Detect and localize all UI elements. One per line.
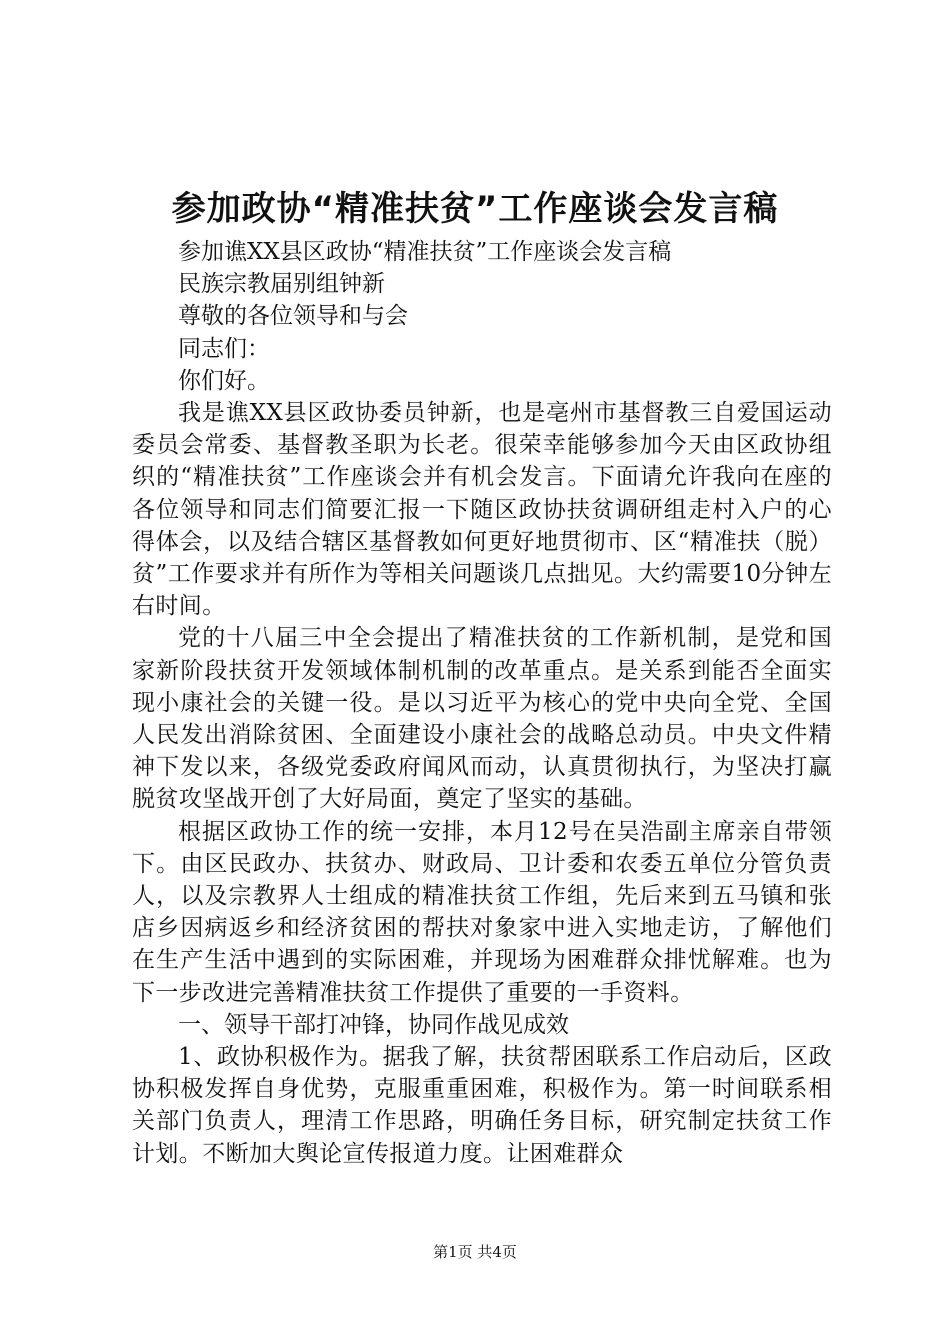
paragraph-intro: 我是谯XX县区政协委员钟新，也是亳州市基督教三自爱国运动委员会常委、基督教圣职为长老。很荣幸能够参加今天由区政协组织的“精准扶贫”工作座谈会并有机会发言。下面请允许我向在座的各位领导和同志们简要汇报一下随区政协扶贫调研组走村入户的心得体会，以及结合辖区基督教如何更好地贯彻市、区“精准扶（脱）贫”工作要求并有所作为等相关问题谈几点拙见。大约需要10分钟左右时间。 [132, 399, 832, 620]
greeting-line: 你们好。 [178, 367, 270, 394]
subtitle-line: 参加谯XX县区政协“精准扶贫”工作座谈会发言稿 [178, 239, 672, 265]
author-line: 民族宗教届别组钟新 [178, 271, 385, 298]
paragraph-background: 党的十八届三中全会提出了精准扶贫的工作新机制，是党和国家新阶段扶贫开发领域体制机制的改革重点。是关系到能否全面实现小康社会的关键一役。是以习近平为核心的党中央向全党、全国人民发出消除贫困、全面建设小康社会的战略总动员。中央文件精神下发以来，各级党委政府闻风而动，认真贯彻执行，为坚决打赢脱贫攻坚战开创了大好局面，奠定了坚实的基础。 [132, 625, 832, 813]
section-heading: 一、领导干部打冲锋，协同作战见成效 [178, 1011, 569, 1038]
paragraph-section-1: 1、政协积极作为。据我了解，扶贫帮困联系工作启动后，区政协积极发挥自身优势，克服重重困难，积极作为。第一时间联系相关部门负责人，理清工作思路，明确任务目标，研究制定扶贫工作计划。不断加大舆论宣传报道力度。让困难群众 [132, 1043, 832, 1167]
document-title: 参加政协“精准扶贫”工作座谈会发言稿 [171, 189, 779, 229]
paragraph-visit: 根据区政协工作的统一安排，本月12号在吴浩副主席亲自带领下。由区民政办、扶贫办、财政局、卫计委和农委五单位分管负责人，以及宗教界人士组成的精准扶贫工作组，先后来到五马镇和张店乡因病返乡和经济贫困的帮扶对象家中进入实地走访，了解他们在生产生活中遇到的实际困难，并现场为困难群众排忧解难。也为下一步改进完善精准扶贫工作提供了重要的一手资料。 [132, 818, 832, 1006]
salutation-line: 尊敬的各位领导和与会 [178, 303, 408, 330]
salutation-line-2: 同志们： [178, 335, 270, 362]
document-body [132, 236, 832, 1170]
page-footer: 第1页 共4页 [433, 1243, 517, 1261]
